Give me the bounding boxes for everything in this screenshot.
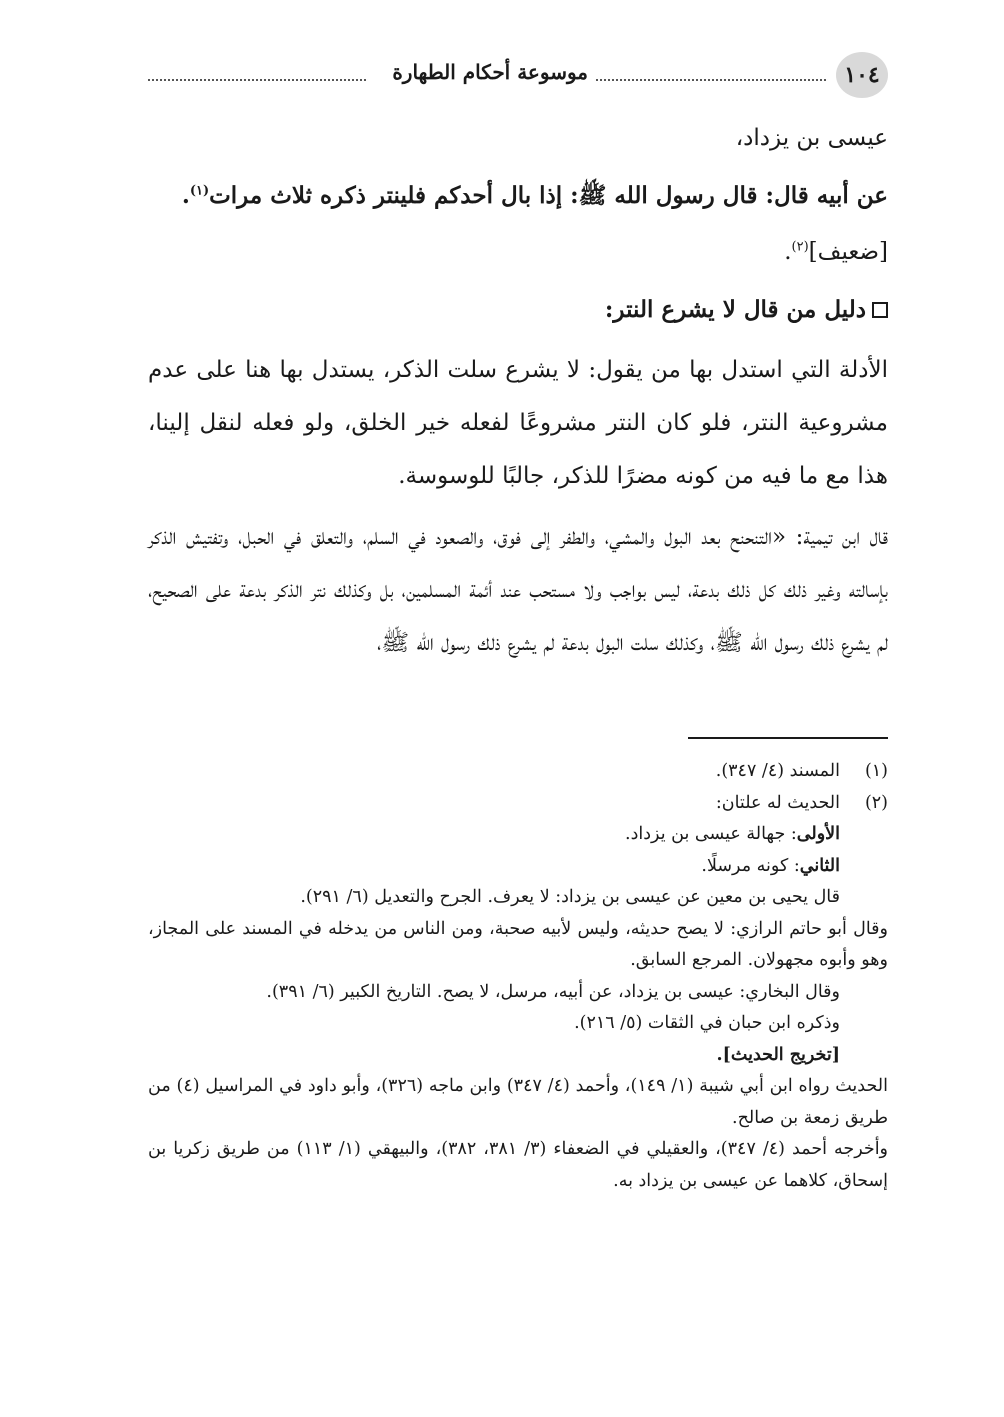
second-defect-text: : كونه مرسلًا.: [701, 855, 800, 876]
page-number-badge: ١٠٤: [836, 52, 888, 98]
footnote-1-text: المسند (٤/ ٣٤٧).: [715, 761, 840, 781]
takhrij-heading: [148, 1040, 888, 1072]
footnote-2: [148, 788, 888, 820]
paragraph-ibn-taymiyya: قال ابن تيمية: «التنحنح بعد البول والمشي، والطفر إلى فوق، والصعود في السلم، والتعلق في الحبل، وتفتيش الذكر بإسالته وغير ذلك كل ذلك بدعة، ليس بواجب ولا مستحب عند أئمة المسلمين، بل وكذلك نتر الذكر بدعة على الصحيح، لم يشرع ذلك رسول الله ﷺ، وكذلك سلت البول بدعة لم يشرع ذلك رسول الله ﷺ،: [148, 524, 888, 656]
first-defect-text: : جهالة عيسى بن يزداد.: [625, 824, 797, 844]
footnote-ref-2[interactable]: (٢): [791, 239, 809, 255]
note-bukhari: وقال البخاري: عيسى بن يزداد، عن أبيه، مرسل، لا يصح. التاريخ الكبير (٦/ ٣٩١).: [266, 981, 840, 1002]
grade-text: [ضعيف]: [808, 239, 888, 265]
footnote-2-text: الحديث له علتان:: [715, 792, 840, 813]
continuation-line: عيسى بن يزداد،: [735, 125, 888, 151]
footnote-ref-1[interactable]: (١): [189, 183, 210, 199]
note-yahya: قال يحيى بن معين عن عيسى بن يزداد: لا يعرف. الجرح والتعديل (٦/ ٢٩١).: [300, 887, 840, 907]
main-text: [148, 112, 888, 678]
section-heading-text: دليل من قال لا يشرع النتر:: [604, 296, 866, 323]
paragraph-evidence: الأدلة التي استدل بها من يقول: لا يشرع سلت الذكر، يستدل بها هنا على عدم مشروعية النتر، فلو كان النتر مشروعًا لفعله خير الخلق، ولو فعله لنقل إلينا، هذا مع ما فيه من كونه مضرًا للذكر، جالبًا للوسوسة.: [148, 357, 888, 489]
note-abu-hatim: وقال أبو حاتم الرازي: لا يصح حديثه، وليس لأبيه صحبة، ومن الناس من يدخله في المسند على المجاز، وهو وأبوه مجهولان. المرجع السابق.: [148, 918, 888, 970]
second-defect-label: الثاني: [799, 855, 840, 876]
hadith-paragraph: [148, 169, 888, 222]
header-title: موسوعة أحكام الطهارة: [392, 60, 588, 84]
note-akhraja: وأخرجه أحمد (٤/ ٣٤٧)، والعقيلي في الضعفاء (٣/ ٣٨١، ٣٨٢)، والبيهقي (١/ ١١٣) من طريق زكريا بن إسحاق، كلاهما عن عيسى بن يزداد به.: [148, 1139, 889, 1191]
footnote-separator: [688, 737, 888, 739]
page-header: [148, 52, 888, 98]
hadith-text: عن أبيه قال: قال رسول الله ﷺ: إذا بال أحدكم فلينتر ذكره ثلاث مرات: [209, 182, 888, 209]
footnote-2-number: (٢): [864, 792, 888, 813]
footnotes: [148, 756, 888, 1197]
section-heading: [148, 283, 888, 336]
second-defect: [148, 851, 888, 883]
square-bullet-icon: [872, 302, 888, 318]
footnote-1: [148, 756, 888, 788]
note-ibn-hibban: وذكره ابن حبان في الثقات (٥/ ٢١٦).: [574, 1013, 840, 1033]
header-dotted-rule-right: [596, 79, 826, 81]
footnote-1-number: (١): [864, 761, 888, 781]
first-defect: [148, 819, 888, 851]
header-dotted-rule-left: [148, 79, 366, 81]
grade-end: .: [784, 239, 792, 265]
hadith-end: .: [181, 182, 190, 209]
takhrij-heading-text: [تخريج الحديث].: [716, 1044, 840, 1065]
note-riwaya: الحديث رواه ابن أبي شيبة (١/ ١٤٩)، وأحمد (٤/ ٣٤٧) وابن ماجه (٣٢٦)، وأبو داود في المراسيل (٤) من طريق زمعة بن صالح.: [148, 1076, 888, 1128]
first-defect-label: الأولى: [796, 824, 840, 844]
grade-paragraph: [148, 226, 888, 279]
